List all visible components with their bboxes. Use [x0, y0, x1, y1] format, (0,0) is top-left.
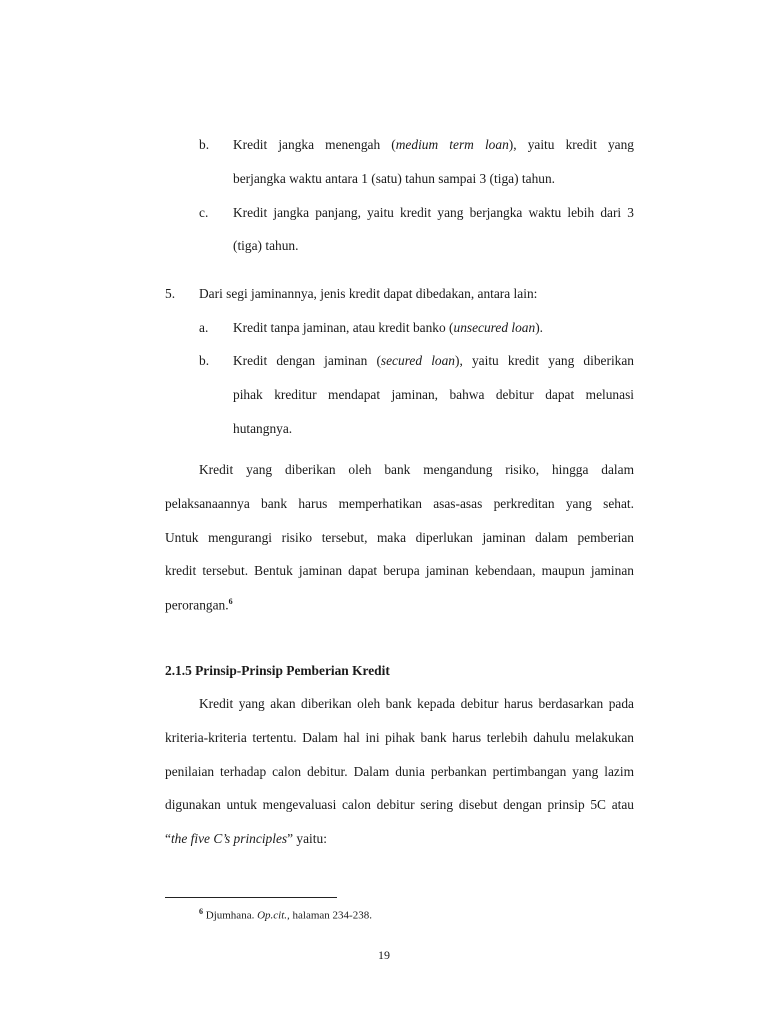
list-item-b2-line2: pihak kreditur mendapat jaminan, bahwa debitur dapat melunasi [233, 387, 634, 402]
list-marker-c: c. [199, 205, 209, 220]
list-marker-a: a. [199, 320, 209, 335]
paragraph-2-line3: penilaian terhadap calon debitur. Dalam dunia perbankan pertimbangan yang lazim [165, 764, 634, 779]
paragraph-2-line5: “the five C’s principles” yaitu: [165, 831, 327, 846]
paragraph-2-line4: digunakan untuk mengevaluasi calon debitur sering disebut dengan prinsip 5C atau [165, 797, 634, 812]
page-number: 19 [378, 948, 390, 962]
list-item-5-text: Dari segi jaminannya, jenis kredit dapat dibedakan, antara lain: [199, 286, 538, 301]
list-item-c-line1: Kredit jangka panjang, yaitu kredit yang berjangka waktu lebih dari 3 [233, 205, 634, 220]
paragraph-1-line2: pelaksanaannya bank harus memperhatikan asas-asas perkreditan yang sehat. [165, 496, 634, 511]
list-marker-b: b. [199, 137, 210, 152]
paragraph-1-line3: Untuk mengurangi risiko tersebut, maka diperlukan jaminan dalam pemberian [165, 530, 634, 545]
list-item-b2-line3: hutangnya. [233, 421, 293, 436]
paragraph-2-line1: Kredit yang akan diberikan oleh bank kepada debitur harus berdasarkan pada [199, 696, 634, 711]
list-item-c-line2: (tiga) tahun. [233, 238, 299, 253]
footnote-number: 6 [199, 907, 203, 916]
paragraph-1-line4: kredit tersebut. Bentuk jaminan dapat berupa jaminan kebendaan, maupun jaminan [165, 563, 634, 578]
section-heading: 2.1.5 Prinsip-Prinsip Pemberian Kredit [165, 663, 390, 678]
paragraph-1-line1: Kredit yang diberikan oleh bank mengandung risiko, hingga dalam [199, 462, 634, 477]
footnote-separator [165, 897, 337, 898]
paragraph-2-line2: kriteria-kriteria tertentu. Dalam hal ini pihak bank harus terlebih dahulu melakukan [165, 730, 634, 745]
paragraph-1-line5: perorangan.$^6$ [165, 597, 233, 613]
list-marker-b2: b. [199, 353, 210, 368]
list-item-a-text: Kredit tanpa jaminan, atau kredit banko (unsecured loan). [233, 320, 544, 335]
list-item-b-line1: Kredit jangka menengah (medium term loan), yaitu kredit yang [233, 137, 634, 152]
list-item-b2-line1: Kredit dengan jaminan (secured loan), yaitu kredit yang diberikan [233, 353, 634, 368]
list-marker-5: 5. [165, 286, 176, 301]
footnote-reference: 6 [228, 597, 233, 606]
footnote: $^6$ Djumhana. Op.cit., halaman 234-238. [199, 907, 372, 922]
list-item-b-line2: berjangka waktu antara 1 (satu) tahun sampai 3 (tiga) tahun. [233, 171, 556, 186]
